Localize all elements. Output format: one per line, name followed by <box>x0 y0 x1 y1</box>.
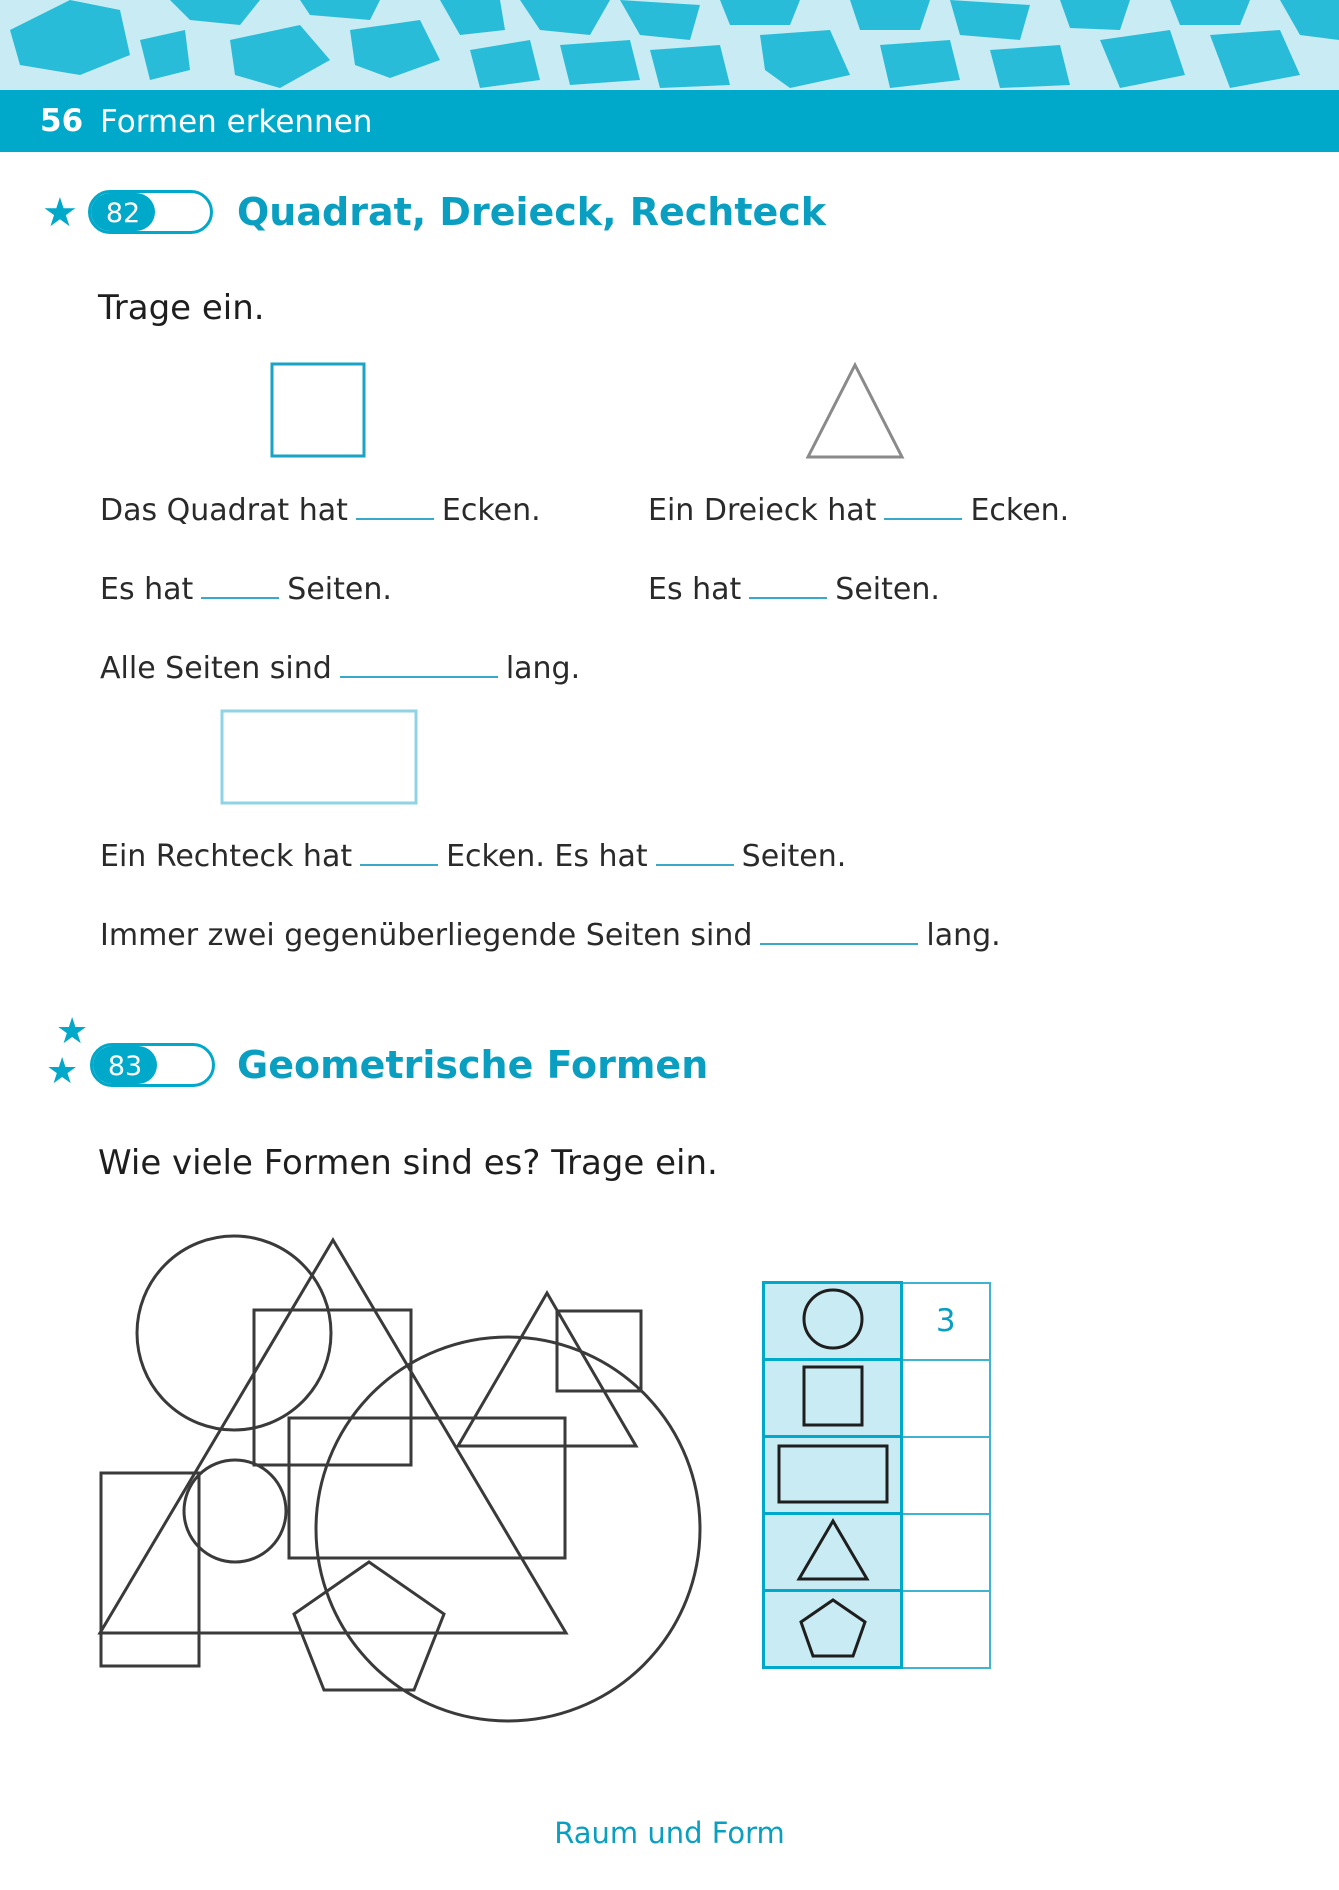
text-fragment: Ein Rechteck hat <box>100 839 353 874</box>
exercise-83-instruction: Wie viele Formen sind es? Trage ein. <box>98 1143 718 1183</box>
page-number: 56 <box>40 103 84 139</box>
answer-blank[interactable] <box>749 567 827 599</box>
text-fragment: Ecken. <box>441 493 541 528</box>
answer-blank[interactable] <box>656 834 734 866</box>
table-row <box>764 1283 990 1360</box>
difficulty-star-icon: ★ <box>56 1011 89 1052</box>
text-fragment: Das Quadrat hat <box>100 493 348 528</box>
table-icon-cell <box>764 1437 902 1514</box>
text-fragment: Alle Seiten sind <box>100 651 332 686</box>
square-length-line <box>100 646 580 686</box>
text-fragment: Seiten. <box>835 572 940 607</box>
exercise-83-title: Geometrische Formen <box>237 1043 709 1087</box>
overlapping-shapes-figure <box>90 1225 715 1740</box>
triangle-corners-line <box>648 488 1069 528</box>
text-fragment: Seiten. <box>741 839 847 874</box>
answer-blank[interactable] <box>760 913 918 945</box>
table-row <box>764 1360 990 1437</box>
table-row <box>764 1591 990 1668</box>
pattern-shapes <box>0 0 1339 90</box>
text-fragment: Ecken. Es hat <box>446 839 648 874</box>
answer-blank[interactable] <box>884 488 962 520</box>
text-fragment: Ein Dreieck hat <box>648 493 877 528</box>
text-fragment: Immer zwei gegenüberliegende Seiten sind <box>100 918 753 953</box>
text-fragment: Es hat <box>648 572 742 607</box>
rectangle-length-line <box>100 913 1001 953</box>
text-fragment: Es hat <box>100 572 194 607</box>
exercise-82-title: Quadrat, Dreieck, Rechteck <box>237 190 827 234</box>
count-cell[interactable] <box>902 1437 990 1514</box>
rectangle-icon <box>775 1438 891 1508</box>
exercise-82-badge <box>88 190 213 234</box>
text-fragment: lang. <box>505 651 581 686</box>
answer-blank[interactable] <box>340 646 498 678</box>
table-icon-cell <box>764 1514 902 1591</box>
triangle-icon <box>795 1515 871 1585</box>
difficulty-star-icon: ★ <box>42 190 78 236</box>
table-row <box>764 1437 990 1514</box>
exercise-83-badge <box>90 1043 215 1087</box>
difficulty-star-icon: ★ <box>46 1051 79 1092</box>
shape-count-table <box>762 1281 991 1669</box>
header-bar <box>0 90 1339 152</box>
answer-blank[interactable] <box>201 567 279 599</box>
table-icon-cell <box>764 1591 902 1668</box>
text-fragment: Seiten. <box>287 572 392 607</box>
rectangle-figure <box>220 709 418 805</box>
text-fragment: Ecken. <box>970 493 1070 528</box>
table-row <box>764 1514 990 1591</box>
answer-blank[interactable] <box>360 834 438 866</box>
circle-icon <box>798 1284 868 1354</box>
square-icon <box>798 1361 868 1431</box>
triangle-figure <box>805 362 905 460</box>
square-sides-line <box>100 567 392 607</box>
pentagon-icon <box>795 1592 871 1662</box>
table-icon-cell <box>764 1360 902 1437</box>
exercise-82-number: 82 <box>105 198 141 229</box>
decorative-pattern-band <box>0 0 1339 90</box>
page-title: Formen erkennen <box>100 104 373 140</box>
answer-blank[interactable] <box>356 488 434 520</box>
count-cell[interactable] <box>902 1514 990 1591</box>
rectangle-corners-line <box>100 834 846 874</box>
square-figure <box>270 362 366 458</box>
count-cell[interactable] <box>902 1360 990 1437</box>
table-icon-cell <box>764 1283 902 1360</box>
count-cell[interactable]: 3 <box>902 1283 990 1360</box>
count-cell[interactable] <box>902 1591 990 1668</box>
triangle-sides-line <box>648 567 940 607</box>
exercise-82-instruction: Trage ein. <box>98 288 265 328</box>
footer-section-label: Raum und Form <box>554 1816 785 1850</box>
exercise-83-number: 83 <box>107 1051 143 1082</box>
square-corners-line <box>100 488 541 528</box>
text-fragment: lang. <box>926 918 1001 953</box>
